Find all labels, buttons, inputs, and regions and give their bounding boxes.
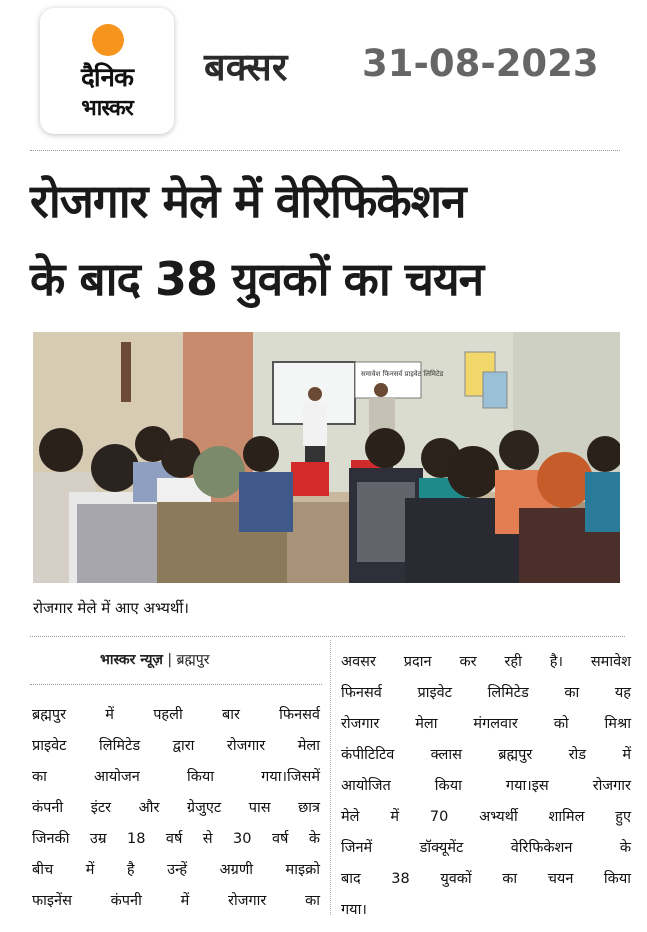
logo-text-line2: भास्कर — [81, 96, 133, 121]
body-line: ब्रह्मपुर में पहली बार फिनसर्व — [32, 707, 320, 723]
body-line: बाद 38 युवकों का चयन किया — [341, 871, 631, 887]
edition-date: 31-08-2023 — [362, 42, 599, 85]
article-body-right — [341, 647, 631, 926]
byline-separator: | — [167, 652, 177, 668]
body-line: रोजगार मेला मंगलवार को मिश्रा — [341, 716, 631, 732]
edition-city: बक्सर — [204, 45, 288, 89]
body-line: का आयोजन किया गया।जिसमें — [32, 769, 320, 785]
body-line: कंपनी इंटर और ग्रेजुएट पास छात्र — [32, 800, 320, 816]
headline-line2: के बाद 38 युवकों का चयन — [30, 252, 484, 306]
body-line: जिनकी उम्र 18 वर्ष से 30 वर्ष के — [32, 831, 320, 847]
headline-line1: रोजगार मेले में वेरिफिकेशन — [30, 174, 466, 228]
classroom-photo-illustration — [33, 332, 620, 583]
news-photo — [33, 332, 620, 583]
body-line: बीच में है उन्हें अग्रणी माइक्रो — [32, 862, 320, 878]
body-line: फिनसर्व प्राइवेट लिमिटेड का यह — [341, 685, 631, 701]
byline — [100, 650, 209, 669]
body-line: आयोजित किया गया।इस रोजगार — [341, 778, 631, 794]
newspaper-logo — [40, 8, 174, 134]
banner-text: समावेश फिनसर्व प्राइवेट लिमिटेड — [361, 370, 444, 378]
byline-place: ब्रह्मपुर — [176, 652, 210, 668]
body-line: गया। — [341, 902, 367, 918]
top-divider — [30, 150, 620, 151]
column-divider — [330, 640, 331, 915]
byline-divider — [30, 684, 322, 685]
body-line: फाइनेंस कंपनी में रोजगार का — [32, 893, 320, 909]
body-line: जिनमें डॉक्यूमेंट वेरिफिकेशन के — [341, 840, 631, 856]
logo-text-line1: दैनिक — [81, 63, 133, 93]
sun-icon — [92, 24, 124, 56]
article-body-left — [32, 700, 320, 917]
headline — [30, 162, 630, 318]
photo-caption: रोजगार मेले में आए अभ्यर्थी। — [33, 599, 189, 617]
body-line: कंपीटिटिव क्लास ब्रह्मपुर रोड में — [341, 747, 631, 763]
body-line: अवसर प्रदान कर रही है। समावेश — [341, 654, 631, 670]
caption-divider — [30, 636, 625, 637]
body-line: प्राइवेट लिमिटेड द्वारा रोजगार मेला — [32, 738, 320, 754]
byline-source: भास्कर न्यूज़ — [100, 652, 163, 668]
body-line: मेले में 70 अभ्यर्थी शामिल हुए — [341, 809, 631, 825]
